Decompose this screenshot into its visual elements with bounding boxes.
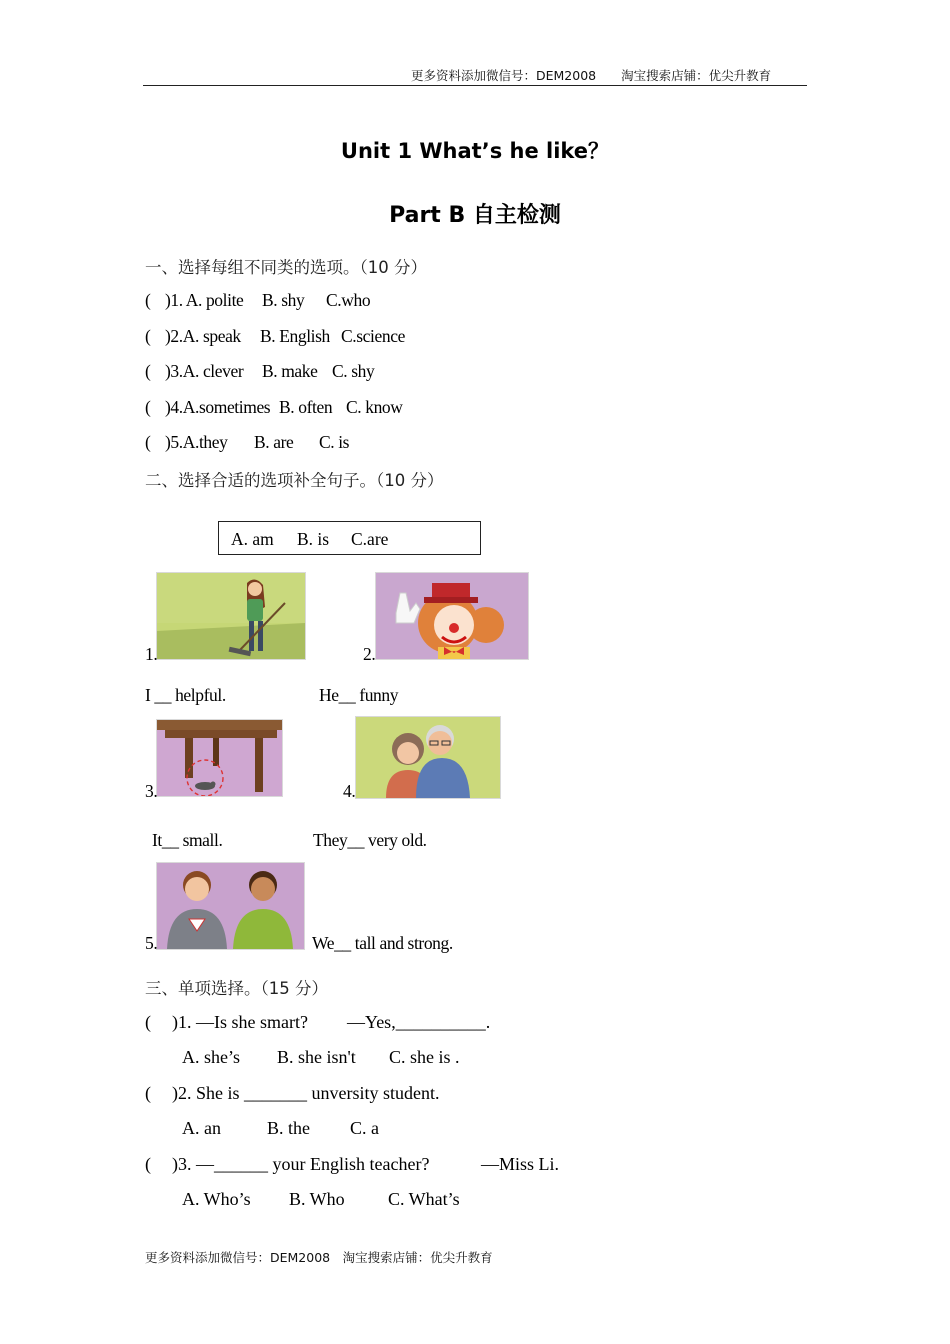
option-c: C.are [351,529,389,549]
sentence-2: He__ funny [319,685,399,705]
picture-number: 2. [363,644,376,664]
sentence-5: We__ tall and strong. [312,933,453,953]
picture-number: 4. [343,781,356,801]
section3-heading: 三、单项选择。（15 分） [145,979,328,998]
page-title: Unit 1 What’s he like？ [340,139,610,163]
footer-text: 更多资料添加微信号：DEM2008 淘宝搜索店铺：优尖升教育 [145,1250,493,1265]
section1-heading: 一、选择每组不同类的选项。（10 分） [145,258,427,277]
picture-number: 1. [145,644,158,664]
option-a: A. am [231,529,274,549]
page-subtitle: Part B 自主检测 [389,203,561,228]
old-couple-picture [356,717,500,798]
sentence-4: They__ very old. [313,830,427,850]
header-text: 更多资料添加微信号：DEM2008 淘宝搜索店铺：优尖升教育 [411,68,772,83]
header-divider [143,85,807,86]
sentence-3: It__ small. [152,830,223,850]
girl-sweeping-picture [157,573,305,659]
table-mouse-picture [157,720,282,796]
options-box [218,521,481,555]
sentence-1: I __ helpful. [145,685,226,705]
clown-picture [376,573,528,659]
two-boys-picture [157,863,304,949]
option-b: B. is [297,529,330,549]
picture-number: 3. [145,781,158,801]
picture-number: 5. [145,933,158,953]
section2-heading: 二、选择合适的选项补全句子。（10 分） [145,471,444,490]
